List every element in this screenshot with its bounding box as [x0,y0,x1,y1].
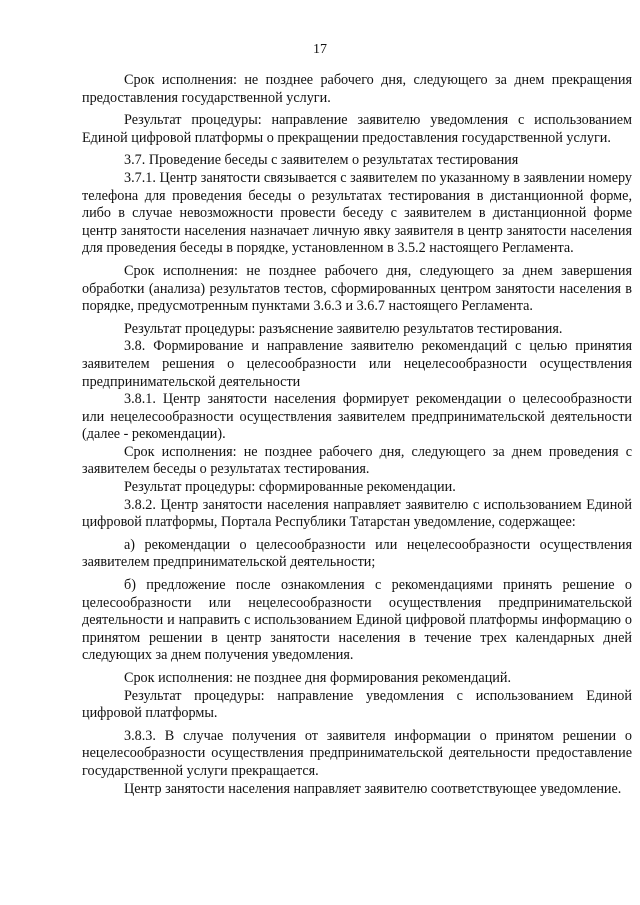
paragraph: Срок исполнения: не позднее рабочего дня, следующего за днем прекращения предоставления государственной услуги. [82,72,632,106]
paragraph: 3.8.2. Центр занятости населения направляет заявителю с использованием Единой цифровой платформы, Портала Республики Татарстан уведомление, содержащее: [82,496,632,531]
page-number: 17 [313,42,327,57]
paragraph: 3.8.3. В случае получения от заявителя информации о принятом решении о нецелесообразности осуществления предпринимательской деятельности предоставление государственной услуги прекращается. [82,727,632,779]
document-body [82,72,632,798]
section-heading: 3.8. Формирование и направление заявителю рекомендаций с целью принятия заявителем решения о целесообразности или нецелесообразности осуществления предпринимательской деятельности [82,338,632,390]
paragraph: Срок исполнения: не позднее дня формирования рекомендаций. [124,670,512,686]
paragraph: Результат процедуры: направление уведомления с использованием Единой цифровой платформы. [82,687,632,722]
paragraph: Центр занятости населения направляет заявителю соответствующее уведомление. [124,780,622,797]
list-item: б) предложение после ознакомления с рекомендациями принять решение о целесообразности или нецелесообразности осуществления предпринимательской деятельности и направить с использованием Единой цифровой платформы информацию о принятом решении в центр занятости населения в течение трех календарных дней следующих за днем получения уведомления. [82,577,632,664]
paragraph: 3.8.1. Центр занятости населения формирует рекомендации о целесообразности или нецелесообразности осуществления заявителем предпринимательской деятельности (далее - рекомендации). [82,391,632,443]
paragraph: Результат процедуры: разъяснение заявителю результатов тестирования. [124,320,563,337]
paragraph: Результат процедуры: направление заявителю уведомления с использованием Единой цифровой платформы о прекращении предоставления государственной услуги. [82,112,632,146]
paragraph: Результат процедуры: сформированные рекомендации. [124,479,456,496]
list-item: а) рекомендации о целесообразности или нецелесообразности осуществления заявителем предпринимательской деятельности; [82,536,632,571]
paragraph: Срок исполнения: не позднее рабочего дня, следующего за днем проведения с заявителем беседы о результатах тестирования. [82,443,632,478]
paragraph: Срок исполнения: не позднее рабочего дня, следующего за днем завершения обработки (анализа) результатов тестов, сформированных центром занятости населения в порядке, предусмотренным пунктами 3.6.3 и 3.6.7 настоящего Регламента. [82,262,632,315]
paragraph: 3.7.1. Центр занятости связывается с заявителем по указанному в заявлении номеру телефона для проведения беседы о результатах тестирования в дистанционной форме, либо в случае невозможности провести беседу с заявителем в дистанционной форме центр занятости населения назначает личную явку заявителя в центр занятости населения для проведения беседы в порядке, установленном в 3.5.2 настоящего Регламента. [82,169,632,257]
section-heading: 3.7. Проведение беседы с заявителем о результатах тестирования [124,152,519,169]
